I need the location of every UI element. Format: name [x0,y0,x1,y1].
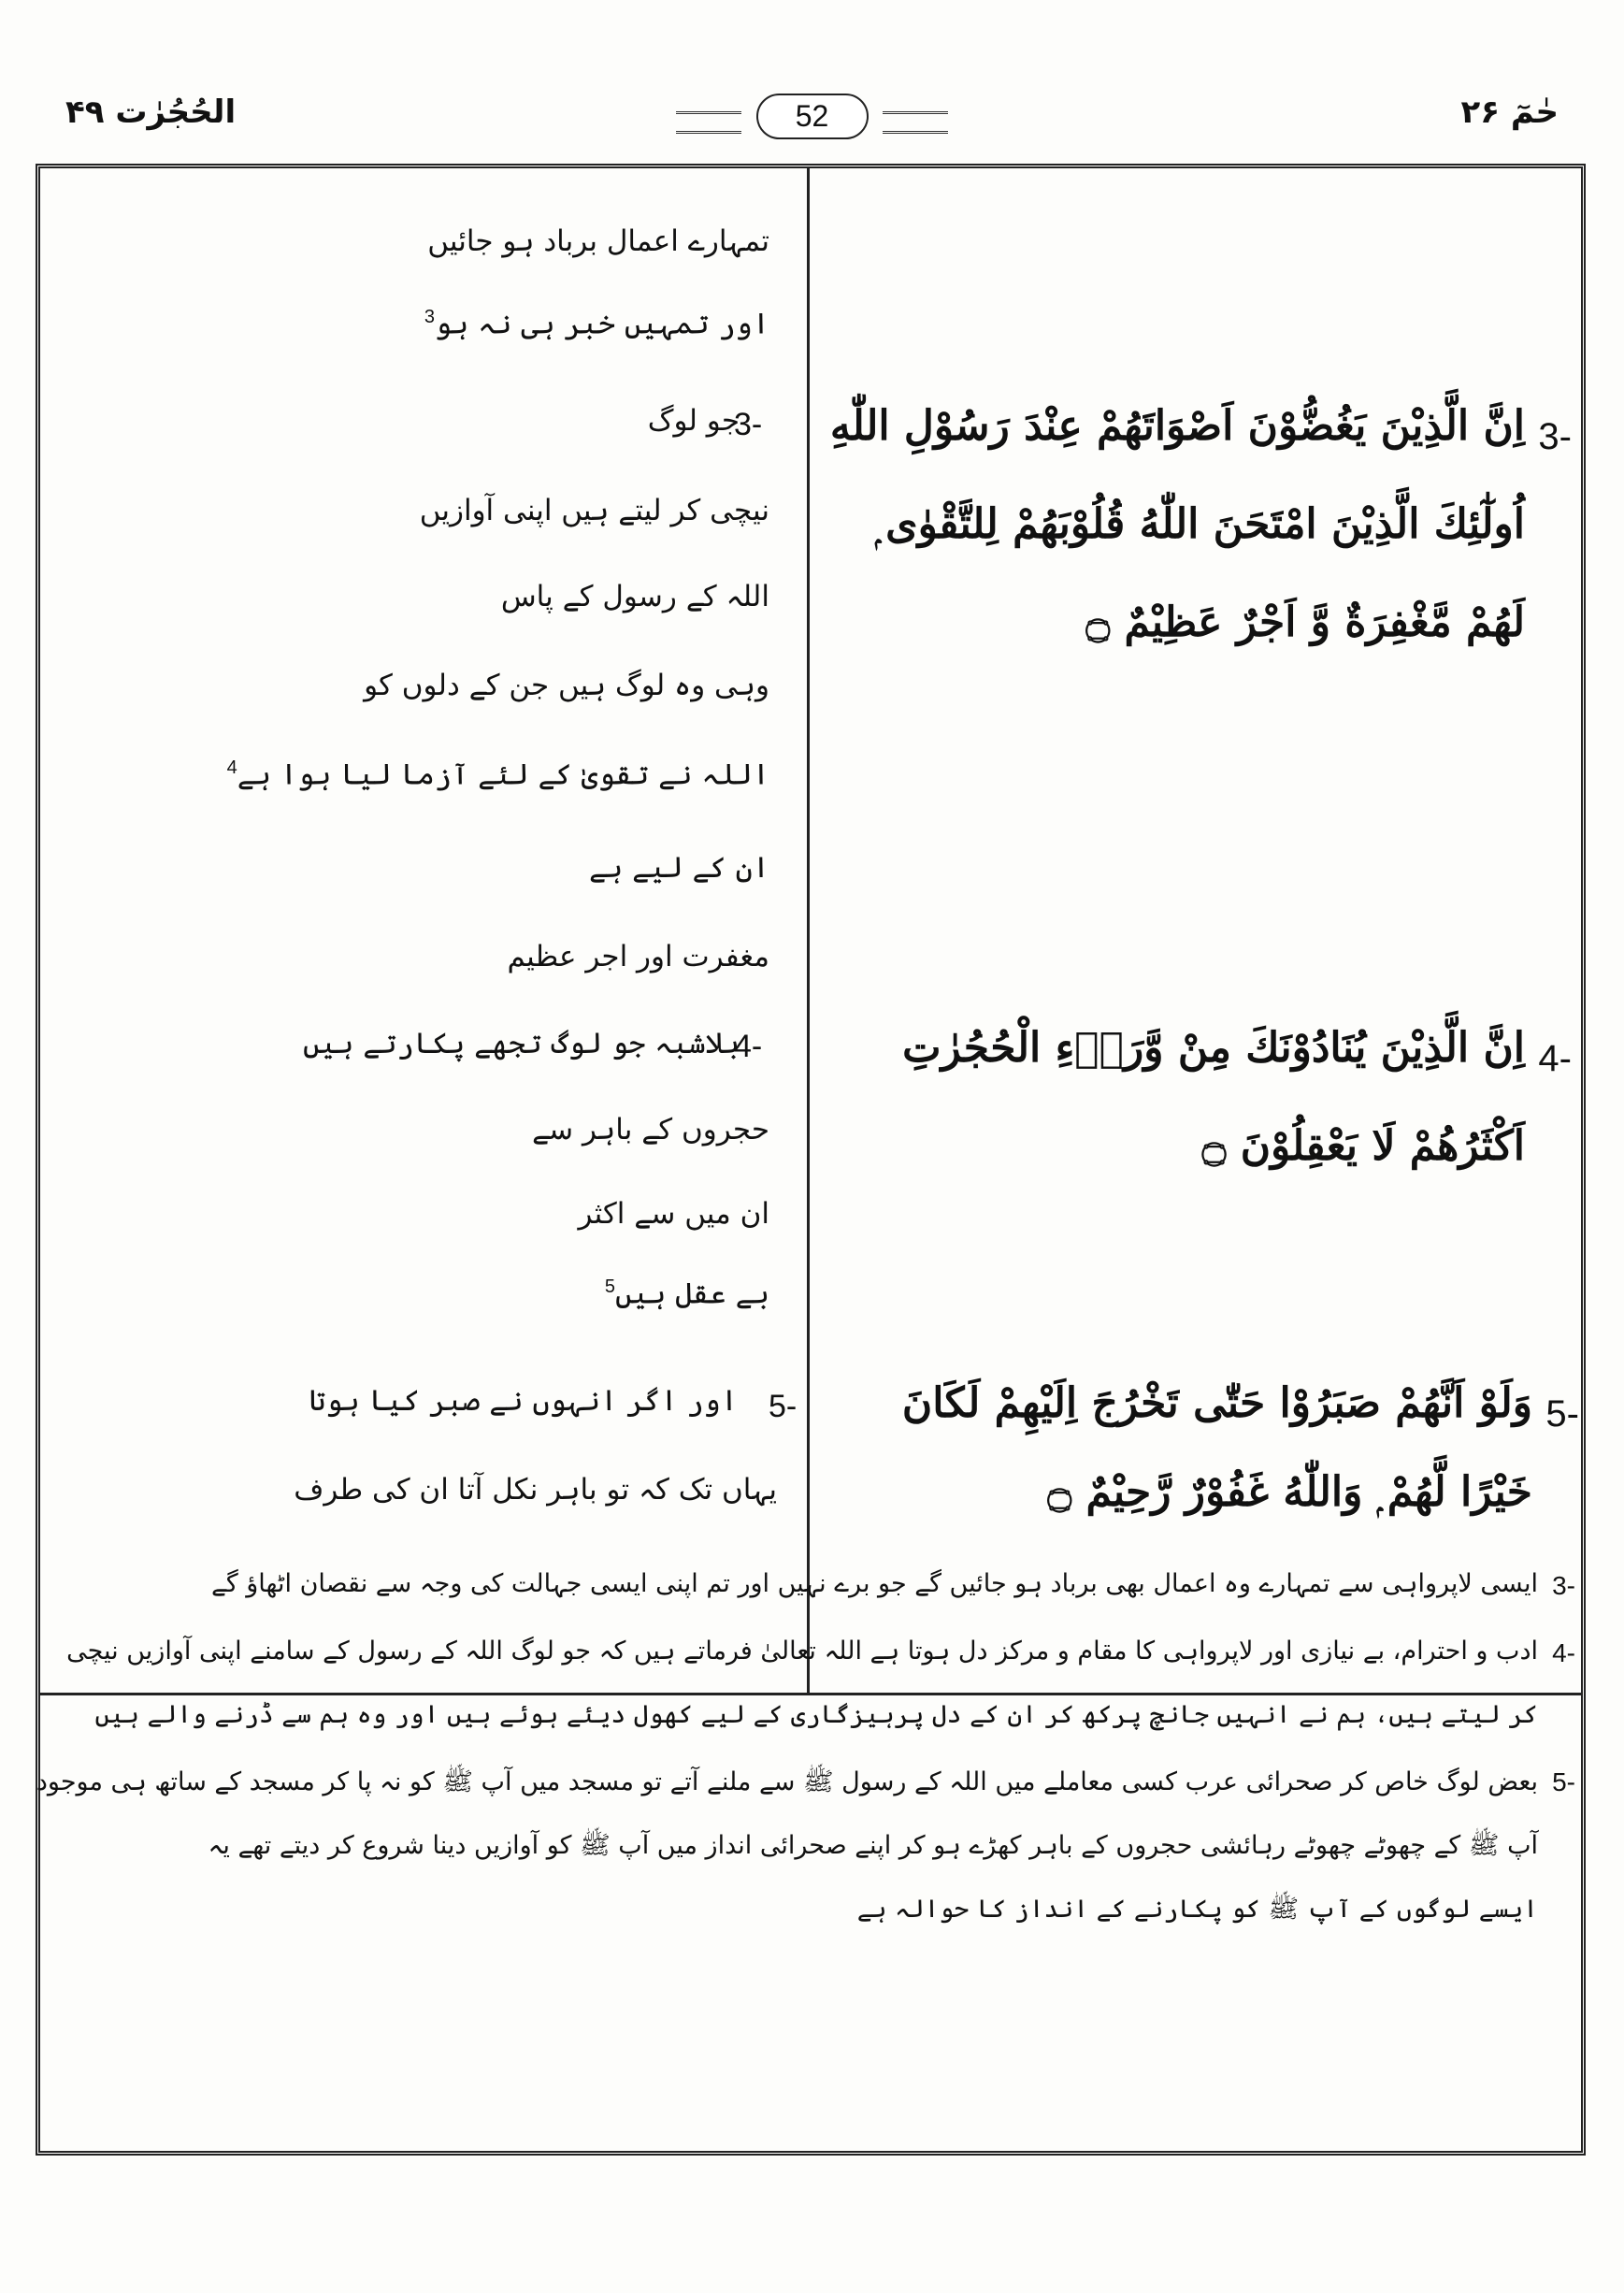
surah-label: الحُجُرٰت ۴۹ [65,94,237,131]
juz-label: حٰمٓ ۲۶ [1460,94,1559,131]
translation-line: حجروں کے باہر سے [532,1113,769,1146]
translation-line: تمہارے اعمال برباد ہو جائیں [427,224,769,258]
translation-line: بلاشبہ جو لوگ تجھے پکارتے ہیں [302,1027,740,1060]
arabic-line: خَيْرًا لَّهُمْ ۭ وَاللّٰهُ غَفُوْرٌ رَّحِيْمٌ ۝ [1047,1468,1532,1516]
ornament-right [883,111,948,134]
arabic-line: اُولٰٓئِكَ الَّذِيْنَ امْتَحَنَ اللّٰهُ قُلُوْبَهُمْ لِلتَّقْوٰى ۭ [875,500,1525,548]
arabic-line: وَلَوْ اَنَّهُمْ صَبَرُوْا حَتّٰى تَخْرُجَ اِلَيْهِمْ لَكَانَ [901,1379,1532,1427]
translation-line: ان میں سے اکثر [578,1197,769,1231]
translation-line: اور اگر انہوں نے صبر کیا ہوتا [309,1384,738,1418]
arabic-verse-number: 3- [1538,416,1572,457]
translation-verse-number: 3- [734,407,763,442]
ornament-left [676,111,741,134]
note-line: بعض لوگ خاص کر صحرائی عرب کسی معاملے میں اللہ کے رسول ﷺ سے ملنے آتے تو مسجد میں آپ ﷺ کو نہ پا کر مسجد کے ساتھ ہی موجود [36,1767,1538,1796]
note-number: 4- [1552,1638,1575,1667]
translation-line: اور تمہیں خبر ہی نہ ہو$^3$ [424,307,769,341]
arabic-line: اَكْثَرُهُمْ لَا يَعْقِلُوْنَ ۝ [1201,1122,1525,1170]
translation-line: مغفرت اور اجر عظیم [507,940,769,973]
note-line: ادب و احترام، بے نیازی اور لاپرواہی کا مقام و مرکز دل ہوتا ہے اللہ تعالیٰ فرماتے ہیں کہ جو لوگ اللہ کے رسول کے سامنے اپنی آوازیں نیچی [66,1637,1538,1666]
translation-verse-number: 4- [734,1029,763,1064]
note-number: 3- [1552,1571,1575,1600]
note-number: 5- [1552,1767,1575,1796]
translation-line: نیچی کر لیتے ہیں اپنی آوازیں [419,494,769,527]
translation-line: جو لوگ [647,404,740,438]
note-line: آپ ﷺ کے چھوٹے چھوٹے رہائشی حجروں کے باہر کھڑے ہو کر اپنے صحرائی انداز میں آپ ﷺ کو آوازیں دینا شروع کر دیتے تھے یہ [208,1831,1538,1860]
page-number-area [0,94,1624,139]
translation-line: بے عقل ہیں$^5$ [604,1276,769,1311]
note-line: کر لیتے ہیں، ہم نے انہیں جانچ پرکھ کر ان کے دل پرہیزگاری کے لیے کھول دیئے ہوئے ہیں اور وہ ہم سے ڈرنے والے ہیں [94,1700,1538,1729]
translation-line: ان کے لیے ہے [588,851,769,885]
translation-verse-number: 5- [769,1389,798,1424]
arabic-line: اِنَّ الَّذِيْنَ يَغُضُّوْنَ اَصْوَاتَهُمْ عِنْدَ رَسُوْلِ اللّٰهِ [829,402,1525,450]
arabic-line: لَهُمْ مَّغْفِرَةٌ وَّ اَجْرٌ عَظِيْمٌ ۝ [1085,598,1525,646]
translation-line: وہی وہ لوگ ہیں جن کے دلوں کو [364,669,769,702]
arabic-verse-number: 5- [1545,1393,1579,1435]
translation-line: یہاں تک کہ تو باہر نکل آتا ان کی طرف [294,1473,777,1507]
arabic-verse-number: 4- [1538,1038,1572,1079]
note-line: ایسے لوگوں کے آپ ﷺ کو پکارنے کے انداز کا حوالہ ہے [856,1895,1538,1924]
page-number: 52 [756,94,869,139]
arabic-line: اِنَّ الَّذِيْنَ يُنَادُوْنَكَ مِنْ وَّرَاۗءِ الْحُجُرٰتِ [902,1024,1525,1072]
translation-line: اللہ نے تقویٰ کے لئے آزما لیا ہوا ہے$^4$ [226,757,769,792]
notes-divider [40,1693,1581,1695]
translation-line: اللہ کے رسول کے پاس [500,580,769,613]
note-line: ایسی لاپرواہی سے تمہارے وہ اعمال بھی برباد ہو جائیں گے جو برے نہیں اور تم اپنی ایسی جہالت کی وجہ سے نقصان اٹھاؤ گے [211,1569,1538,1598]
column-divider [807,168,810,1693]
